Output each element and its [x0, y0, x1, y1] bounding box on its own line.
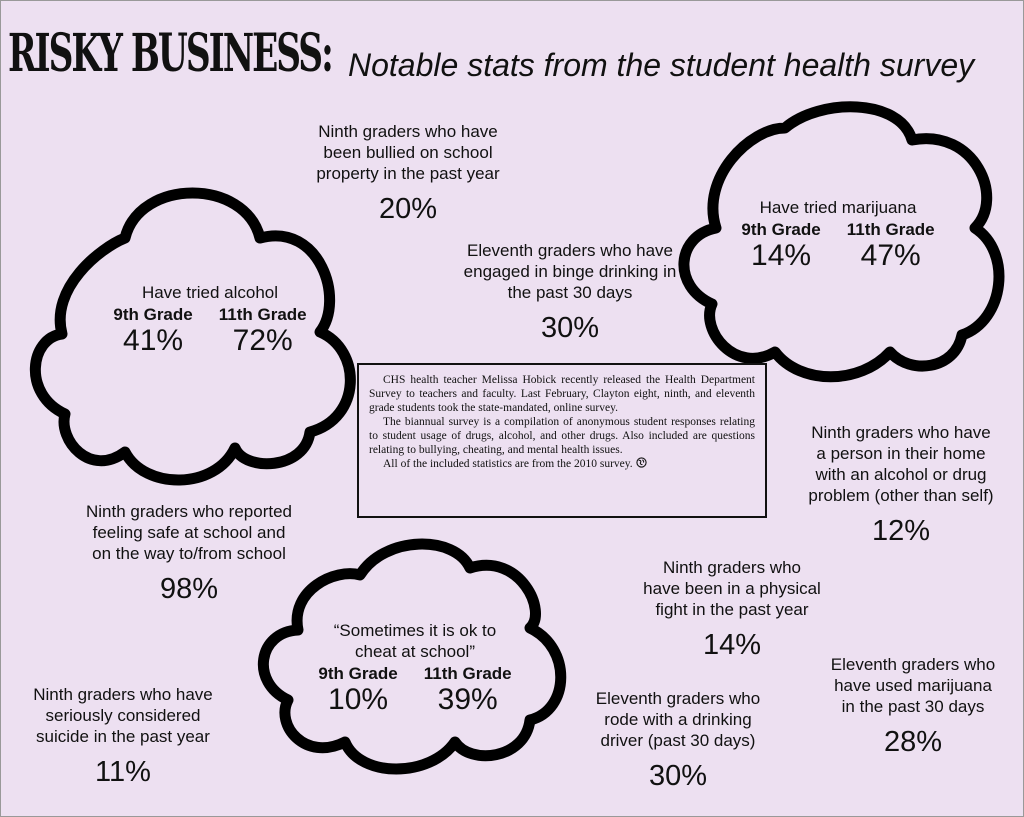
stat-fight-desc-line-3: fight in the past year — [655, 600, 809, 619]
survey-note-box — [357, 363, 767, 518]
stat-suicide-desc-line-3: suicide in the past year — [36, 727, 210, 746]
stat-bullied-value: 20% — [378, 193, 438, 225]
stat-safe-desc-line-3: on the way to/from school — [92, 544, 286, 563]
cheat-grade9-value: 10% — [328, 683, 389, 716]
stat-binge-value: 30% — [540, 312, 600, 344]
alcohol-grade11-value: 72% — [232, 324, 293, 357]
stat-bullied — [296, 121, 520, 226]
cheat-cloud — [290, 620, 540, 716]
alcohol-grade9-value: 41% — [123, 324, 184, 357]
page-subtitle: Notable stats from the student health survey — [348, 47, 975, 83]
stat-marijuana-30-desc-line-1: Eleventh graders who — [830, 655, 996, 674]
stat-drinking-driver-desc-line-2: rode with a drinking — [604, 710, 752, 729]
cheat-cloud-label-line-1: “Sometimes it is ok to — [333, 621, 497, 640]
stat-marijuana-30-desc-line-2: have used marijuana — [834, 676, 992, 695]
stat-marijuana-30-desc-line-3: in the past 30 days — [841, 697, 985, 716]
stat-suicide — [10, 684, 236, 789]
marijuana-grade9-label: 9th Grade — [741, 220, 821, 239]
globe-icon — [636, 457, 647, 468]
marijuana-cloud-label: Have tried marijuana — [759, 198, 917, 217]
stat-home-problem-desc-line-4: problem (other than self) — [808, 486, 994, 505]
stat-home-problem — [786, 422, 1016, 548]
stat-fight-desc-line-1: Ninth graders who — [663, 558, 801, 577]
stat-safe-desc-line-2: feeling safe at school and — [92, 523, 286, 542]
note-paragraph-3-text: All of the included statistics are from the 2010 survey. — [383, 458, 633, 470]
marijuana-cloud — [708, 197, 968, 272]
note-paragraph-3 — [369, 457, 755, 471]
stat-binge — [452, 240, 688, 345]
alcohol-grade9-label: 9th Grade — [113, 305, 193, 324]
stat-drinking-driver-desc-line-1: Eleventh graders who — [595, 689, 761, 708]
stat-binge-desc-line-3: the past 30 days — [507, 283, 633, 302]
cheat-grade11-label: 11th Grade — [423, 664, 512, 683]
stat-home-problem-desc-line-1: Ninth graders who have — [811, 423, 991, 442]
stat-fight-desc-line-2: have been in a physical — [643, 579, 821, 598]
stat-marijuana-30-value: 28% — [883, 726, 943, 758]
stat-drinking-driver-desc-line-3: driver (past 30 days) — [600, 731, 756, 750]
stat-bullied-desc-line-1: Ninth graders who have — [318, 122, 498, 141]
cheat-grade11-value: 39% — [437, 683, 498, 716]
stat-drinking-driver — [572, 688, 784, 793]
cheat-cloud-label-line-2: cheat at school” — [354, 642, 475, 661]
cheat-grade9-label: 9th Grade — [318, 664, 398, 683]
stat-fight — [620, 557, 844, 662]
stat-bullied-desc-line-2: been bullied on school — [323, 143, 493, 162]
stat-drinking-driver-value: 30% — [648, 760, 708, 792]
note-paragraph-2: The biannual survey is a compilation of anonymous student responses relating to student usage of drugs, alcohol, and other drugs. Also included are questions relating to bullying, cheating, and mental health issues. — [369, 416, 755, 456]
note-paragraph-1: CHS health teacher Melissa Hobick recently released the Health Department Survey to teachers and faculty. Last February, Clayton eight, ninth, and eleventh grade students took the state-mandated, online survey. — [369, 374, 755, 414]
stat-suicide-desc-line-1: Ninth graders who have — [33, 685, 213, 704]
marijuana-grade9-value: 14% — [751, 239, 812, 272]
stat-safe-desc-line-1: Ninth graders who reported — [85, 502, 292, 521]
stat-fight-value: 14% — [702, 629, 762, 661]
stat-home-problem-value: 12% — [871, 515, 931, 547]
stat-safe — [74, 501, 304, 606]
page-title: RISKY BUSINESS: — [8, 23, 332, 84]
marijuana-grade11-value: 47% — [860, 239, 921, 272]
stat-binge-desc-line-2: engaged in binge drinking in — [463, 262, 677, 281]
alcohol-cloud — [70, 282, 350, 357]
stat-binge-desc-line-1: Eleventh graders who have — [466, 241, 674, 260]
alcohol-cloud-label: Have tried alcohol — [141, 283, 279, 302]
stat-bullied-desc-line-3: property in the past year — [316, 164, 500, 183]
stat-suicide-desc-line-2: seriously considered — [45, 706, 201, 725]
stat-home-problem-desc-line-3: with an alcohol or drug — [815, 465, 987, 484]
stat-marijuana-30 — [808, 654, 1018, 759]
alcohol-grade11-label: 11th Grade — [218, 305, 307, 324]
stat-home-problem-desc-line-2: a person in their home — [816, 444, 986, 463]
stat-safe-value: 98% — [159, 573, 219, 605]
marijuana-grade11-label: 11th Grade — [846, 220, 935, 239]
stat-suicide-value: 11% — [95, 756, 151, 788]
